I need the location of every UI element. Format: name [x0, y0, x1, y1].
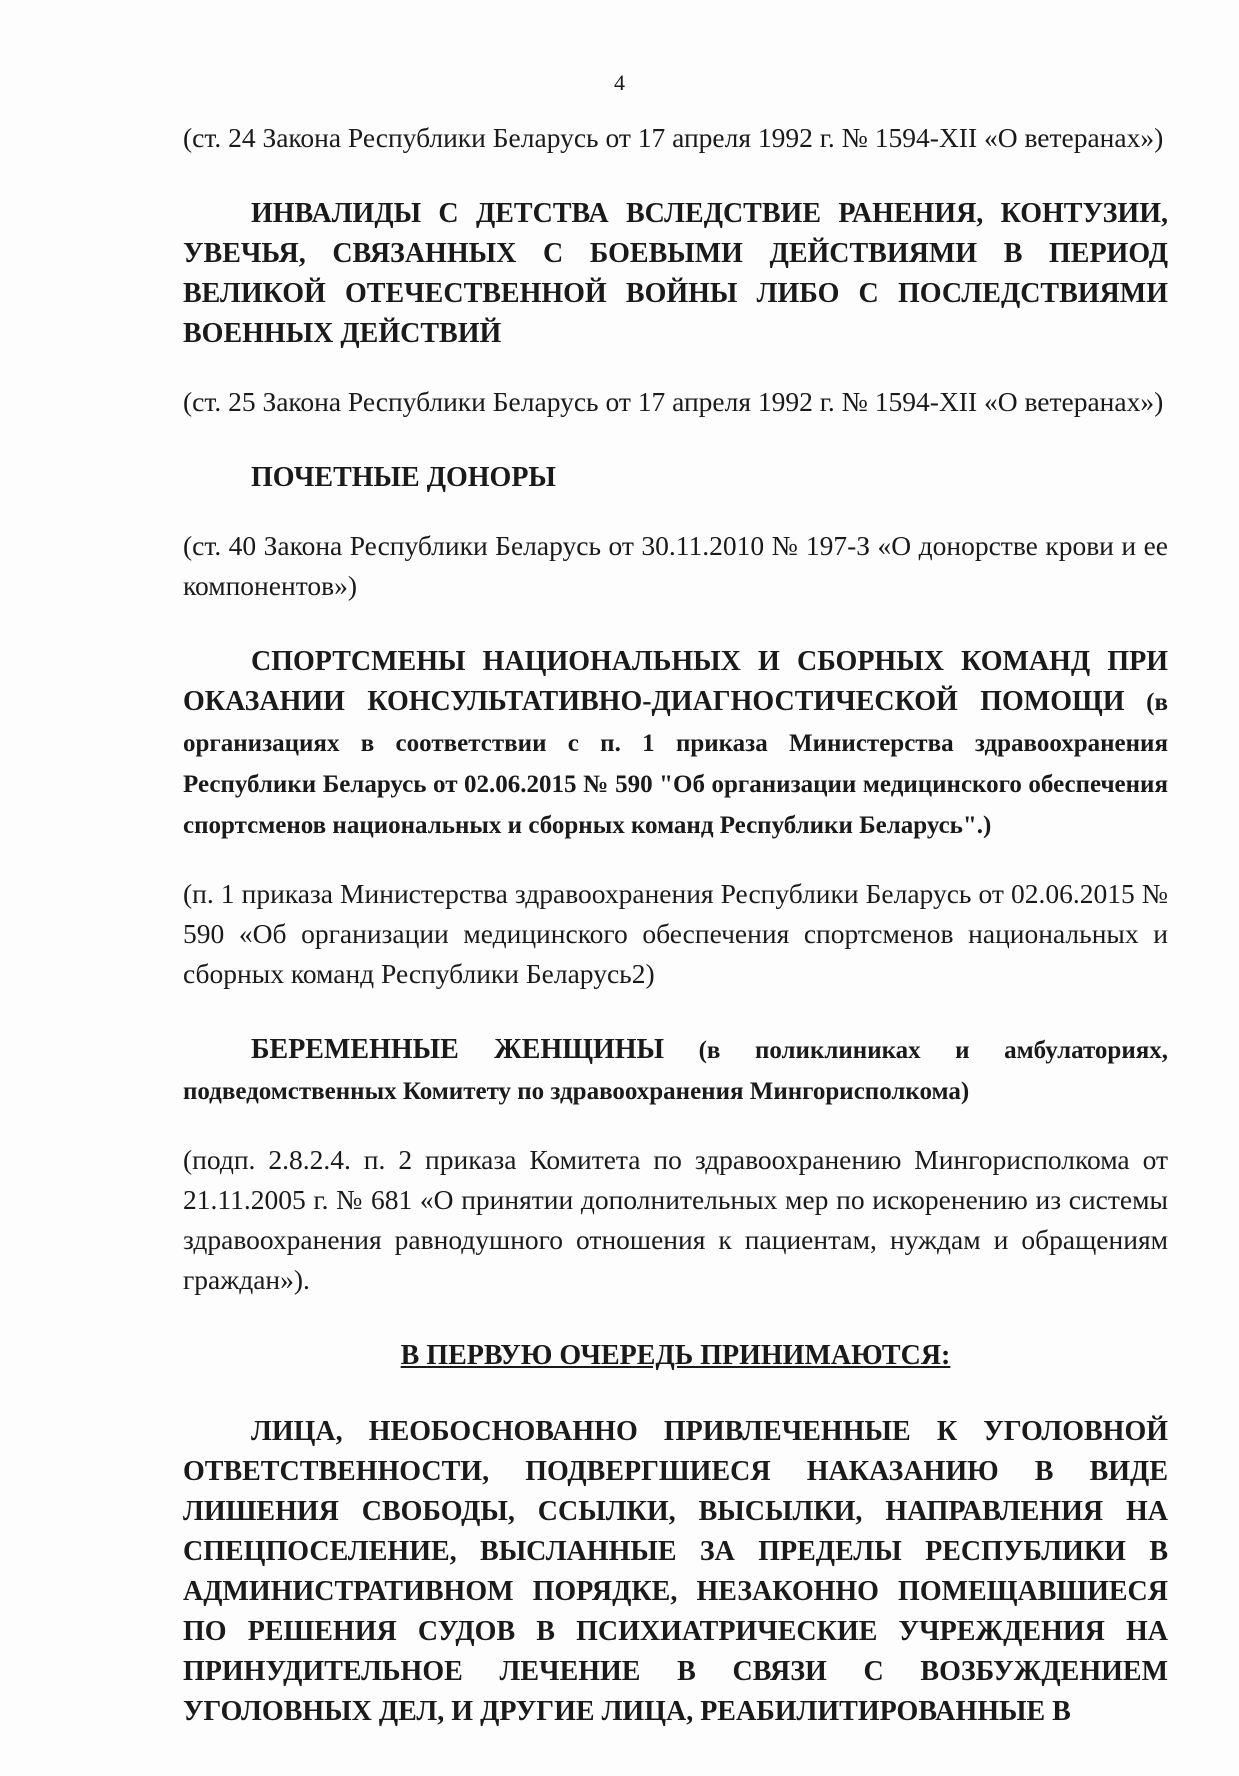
category-heading: ПОЧЕТНЫЕ ДОНОРЫ — [251, 462, 556, 493]
category-heading: ИНВАЛИДЫ С ДЕТСТВА ВСЛЕДСТВИЕ РАНЕНИЯ, КОНТУЗИИ, УВЕЧЬЯ, СВЯЗАННЫХ С БОЕВЫМИ ДЕЙСТВИЯМИ В ПЕРИОД ВЕЛИКОЙ ОТЕЧЕСТВЕННОЙ ВОЙНЫ ЛИБО С ПОСЛЕДСТВИЯМИ ВОЕННЫХ ДЕЙСТВИЙ — [183, 198, 1168, 349]
category-heading-title: СПОРТСМЕНЫ НАЦИОНАЛЬНЫХ И СБОРНЫХ КОМАНД ПРИ ОКАЗАНИИ КОНСУЛЬТАТИВНО-ДИАГНОСТИЧЕСКОЙ ПОМОЩИ — [183, 646, 1168, 717]
law-reference: (ст. 24 Закона Республики Беларусь от 17 апреля 1992 г. № 1594-XII «О ветеранах») — [183, 122, 1164, 153]
category-heading-note: (в организациях в соответствии с п. 1 приказа Министерства здравоохранения Республики Беларусь от 02.06.2015 № 590 "Об организации медицинского обеспечения спортсменов национальных и сборных команд Республики Беларусь".) — [183, 689, 1168, 839]
category-heading-title: БЕРЕМЕННЫЕ ЖЕНЩИНЫ — [251, 1034, 665, 1065]
law-reference: (подп. 2.8.2.4. п. 2 приказа Комитета по здравоохранению Мингорисполкома от 21.11.2005 г. № 681 «О принятии дополнительных мер по искоренению из системы здравоохранения равнодушного отношения к пациентам, нуждам и обращениям граждан»). — [183, 1144, 1168, 1295]
section-heading: В ПЕРВУЮ ОЧЕРЕДЬ ПРИНИМАЮТСЯ: — [400, 1340, 951, 1371]
law-reference: (п. 1 приказа Министерства здравоохранения Республики Беларусь от 02.06.2015 № 590 «Об организации медицинского обеспечения спортсменов национальных и сборных команд Республики Беларусь2) — [183, 878, 1168, 989]
document-body — [183, 118, 1168, 1732]
law-reference: (ст. 40 Закона Республики Беларусь от 30.11.2010 № 197-З «О донорстве крови и ее компонентов») — [183, 530, 1168, 601]
category-heading-note: (в поликлиниках и амбулаториях, подведомственных Комитету по здравоохранения Мингорисполкома) — [183, 1037, 1168, 1105]
category-heading: ЛИЦА, НЕОБОСНОВАННО ПРИВЛЕЧЕННЫЕ К УГОЛОВНОЙ ОТВЕТСТВЕННОСТИ, ПОДВЕРГШИЕСЯ НАКАЗАНИЮ В ВИДЕ ЛИШЕНИЯ СВОБОДЫ, ССЫЛКИ, ВЫСЫЛКИ, НАПРАВЛЕНИЯ НА СПЕЦПОСЕЛЕНИЕ, ВЫСЛАННЫЕ ЗА ПРЕДЕЛЫ РЕСПУБЛИКИ В АДМИНИСТРАТИВНОМ ПОРЯДКЕ, НЕЗАКОННО ПОМЕЩАВШИЕСЯ ПО РЕШЕНИЯ СУДОВ В ПСИХИАТРИЧЕСКИЕ УЧРЕЖДЕНИЯ НА ПРИНУДИТЕЛЬНОЕ ЛЕЧЕНИЕ В СВЯЗИ С ВОЗБУЖДЕНИЕМ УГОЛОВНЫХ ДЕЛ, И ДРУГИЕ ЛИЦА, РЕАБИЛИТИРОВАННЫЕ В — [183, 1416, 1168, 1727]
category-heading — [183, 642, 1168, 846]
page-number: 4 — [614, 70, 625, 95]
category-heading — [183, 1030, 1168, 1112]
law-reference: (ст. 25 Закона Республики Беларусь от 17 апреля 1992 г. № 1594-XII «О ветеранах») — [183, 386, 1164, 417]
